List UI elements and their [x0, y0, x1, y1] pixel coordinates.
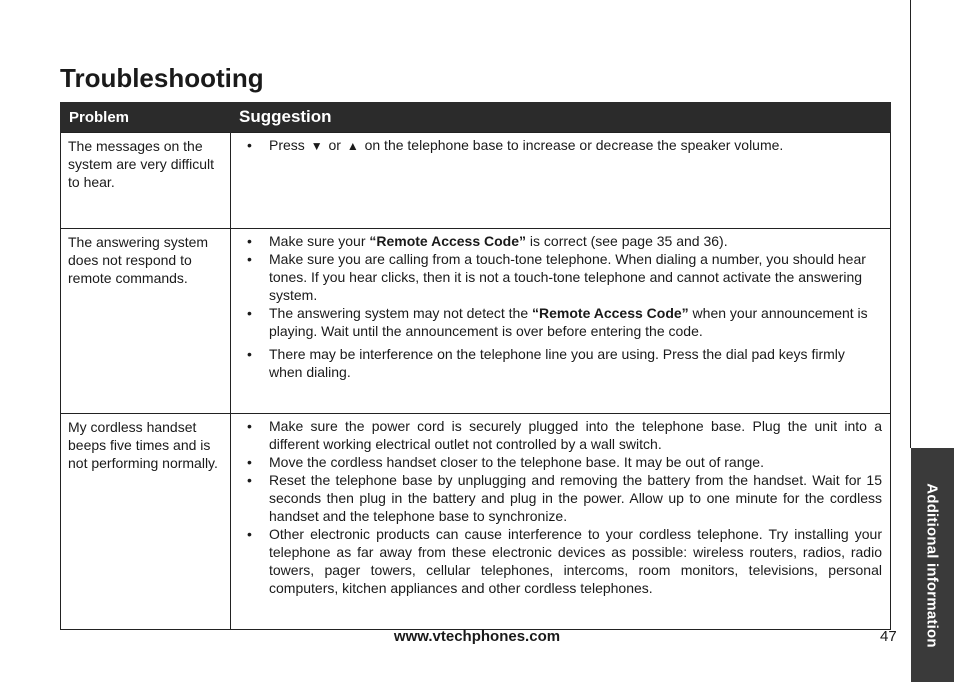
suggestion-item: • Make sure you are calling from a touch-tone telephone. When dialing a number, you should hear tones. If you hear clicks, then it is not a touch-tone telephone and cannot activate the answering system.	[247, 251, 866, 303]
suggestion-cell	[231, 414, 891, 630]
down-triangle-icon: ▼	[310, 139, 323, 153]
page-title: Troubleshooting	[60, 63, 264, 93]
problem-cell: The answering system does not respond to remote commands.	[61, 229, 231, 414]
header-suggestion: Suggestion	[231, 102, 891, 133]
side-section-tab	[911, 448, 954, 682]
suggestion-item: • Press ▼ or ▲ on the telephone base to increase or decrease the speaker volume.	[247, 137, 784, 153]
table-header-row	[61, 102, 891, 133]
footer-url: www.vtechphones.com	[393, 628, 561, 645]
table-row	[61, 133, 891, 229]
problem-cell: The messages on the system are very difficult to hear.	[61, 133, 231, 229]
suggestion-cell	[231, 133, 891, 229]
troubleshooting-table	[60, 102, 891, 630]
up-triangle-icon: ▲	[346, 139, 359, 153]
suggestion-item: • There may be interference on the telephone line you are using. Press the dial pad keys firmly when dialing.	[247, 346, 845, 380]
suggestion-cell	[231, 229, 891, 414]
side-divider	[910, 0, 911, 448]
suggestion-item: • Make sure your “Remote Access Code” is correct (see page 35 and 36).	[247, 233, 728, 249]
side-section-label: Additional information	[924, 482, 942, 648]
suggestion-item: • Reset the telephone base by unplugging and removing the battery from the handset. Wait for 15 seconds then plug in the battery and plug in the power. Allow up to one minute for the cordless handset and the telephone base to synchronize.	[247, 472, 882, 524]
header-problem: Problem	[61, 102, 231, 133]
suggestion-item: • The answering system may not detect the “Remote Access Code” when your announcement is playing. Wait until the announcement is over before entering the code.	[247, 305, 868, 339]
problem-cell: My cordless handset beeps five times and is not performing normally.	[61, 414, 231, 630]
page-number: 47	[880, 628, 897, 645]
suggestion-item: • Make sure the power cord is securely plugged into the telephone base. Plug the unit into a different working electrical outlet not controlled by a wall switch.	[247, 418, 882, 452]
table-row	[61, 414, 891, 630]
suggestion-item: • Other electronic products can cause interference to your cordless telephone. Try installing your telephone as far away from these electronic devices as possible: wireless routers, radios, radio towers, pager towers, cellular telephones, intercoms, room monitors, televisions, personal computers, kitchen appliances and other cordless telephones.	[247, 526, 882, 596]
table-row	[61, 229, 891, 414]
suggestion-item: • Move the cordless handset closer to the telephone base. It may be out of range.	[247, 454, 764, 470]
